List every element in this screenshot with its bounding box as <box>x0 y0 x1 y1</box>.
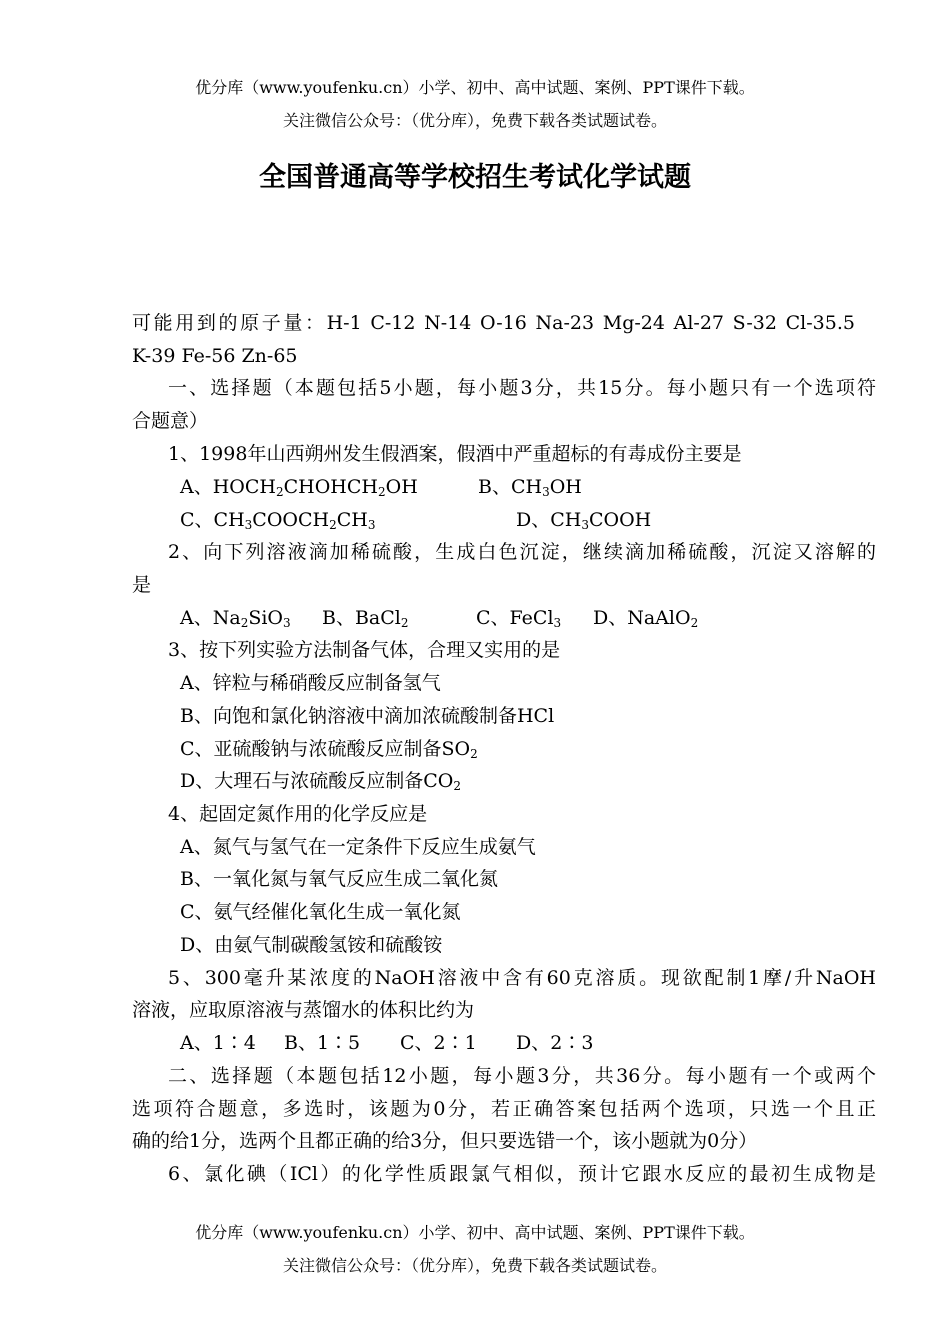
q1-stem: 1、1998年山西朔州发生假酒案，假酒中严重超标的有毒成份主要是 <box>168 443 742 465</box>
q3-option-d: D、大理石与浓硫酸反应制备$CO_2$ <box>180 770 461 793</box>
q3-option-a: A、锌粒与稀硝酸反应制备氢气 <box>180 672 441 694</box>
q2-stem-line-2: 是 <box>132 574 152 596</box>
footer-line-2: 关注微信公众号：（优分库），免费下载各类试题试卷。 <box>282 1256 667 1275</box>
q1-option-b: B、$CH_3OH$ <box>478 476 582 499</box>
q4-stem: 4、起固定氮作用的化学反应是 <box>168 803 428 825</box>
atomic-masses-line-2: K-39 Fe-56 Zn-65 <box>132 345 298 367</box>
q4-option-b: B、一氧化氮与氧气反应生成二氧化氮 <box>180 868 498 890</box>
q3-option-c: C、亚硫酸钠与浓硫酸反应制备$SO_2$ <box>180 738 478 761</box>
q2-stem-line-1: 2、向下列溶液滴加稀硫酸，生成白色沉淀，继续滴加稀硫酸，沉淀又溶解的 <box>168 541 876 563</box>
q5-option-b: B、1∶5 <box>284 1032 361 1054</box>
q5-option-a: A、1∶4 <box>180 1032 256 1054</box>
q5-option-d: D、2∶3 <box>516 1032 594 1054</box>
q4-option-d: D、由氨气制碳酸氢铵和硫酸铵 <box>180 934 443 956</box>
page-title: 全国普通高等学校招生考试化学试题 <box>259 162 691 193</box>
q4-option-a: A、氮气与氢气在一定条件下反应生成氨气 <box>180 836 536 858</box>
q2-option-b: B、BaCl$_2$ <box>322 607 409 630</box>
q1-option-a: A、$HOCH_2CHOHCH_2OH$ <box>180 476 418 499</box>
q1-option-d: D、$CH_3COOH$ <box>516 509 652 532</box>
q3-stem: 3、按下列实验方法制备气体，合理又实用的是 <box>168 639 561 661</box>
q1-option-c: C、$CH_3COOCH_2CH_3$ <box>180 509 376 532</box>
section-1-heading-line-2: 合题意） <box>132 410 209 432</box>
q5-option-c: C、2∶1 <box>400 1032 477 1054</box>
q2-option-d: D、NaAlO$_2$ <box>593 607 699 630</box>
q6-stem: 6、氯化碘（ICl）的化学性质跟氯气相似，预计它跟水反应的最初生成物是 <box>168 1163 876 1185</box>
q4-option-c: C、氨气经催化氧化生成一氧化氮 <box>180 901 461 923</box>
q2-option-c: C、FeCl$_3$ <box>476 607 562 630</box>
header-line-2: 关注微信公众号：（优分库），免费下载各类试题试卷。 <box>282 111 667 130</box>
q2-option-a: A、$Na_2SiO_3$ <box>180 607 291 630</box>
atomic-masses-line-1: 可能用到的原子量：H-1 C-12 N-14 O-16 Na-23 Mg-24 Al-27 S-32 Cl-35.5 <box>132 312 855 334</box>
section-1-heading-line-1: 一、选择题（本题包括5小题，每小题3分，共15分。每小题只有一个选项符 <box>168 377 876 399</box>
q5-stem-line-2: 溶液，应取原溶液与蒸馏水的体积比约为 <box>132 999 475 1021</box>
q3-option-b: B、向饱和氯化钠溶液中滴加浓硫酸制备HCl <box>180 705 555 727</box>
header-line-1: 优分库（www.youfenku.cn）小学、初中、高中试题、案例、PPT课件下载。 <box>195 78 755 97</box>
section-2-heading-line-3: 确的给1分，选两个且都正确的给3分，但只要选错一个，该小题就为0分） <box>132 1130 758 1152</box>
section-2-heading-line-2: 选项符合题意，多选时，该题为0分，若正确答案包括两个选项，只选一个且正 <box>132 1098 876 1120</box>
q5-stem-line-1: 5、300毫升某浓度的NaOH溶液中含有60克溶质。现欲配制1摩/升NaOH <box>168 967 876 989</box>
section-2-heading-line-1: 二、选择题（本题包括12小题，每小题3分，共36分。每小题有一个或两个 <box>168 1065 876 1087</box>
footer-line-1: 优分库（www.youfenku.cn）小学、初中、高中试题、案例、PPT课件下载。 <box>195 1223 755 1242</box>
